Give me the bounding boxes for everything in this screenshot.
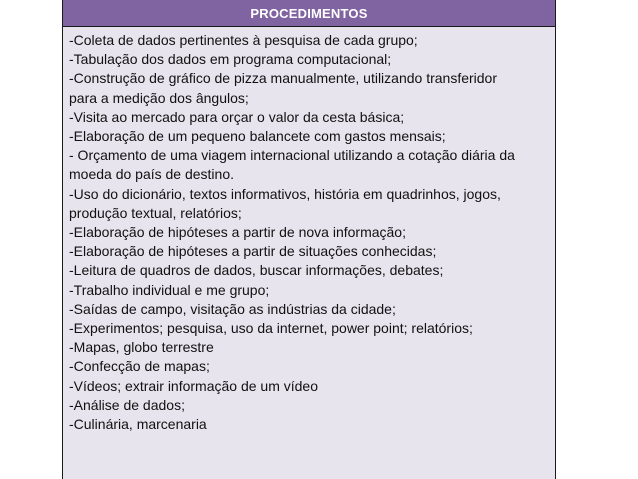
procedures-table	[62, 0, 556, 479]
text-line: para a medição dos ângulos;	[69, 89, 249, 106]
text-line: -Visita ao mercado para orçar o valor da cesta básica;	[69, 108, 405, 125]
text-line: -Vídeos; extrair informação de um vídeo	[69, 377, 319, 394]
text-line: produção textual, relatórios;	[69, 204, 242, 221]
text-line: -Elaboração de hipóteses a partir de situações conhecidas;	[69, 243, 437, 260]
text-line: -Coleta de dados pertinentes à pesquisa de cada grupo;	[69, 32, 418, 48]
text-line: -Culinária, marcenaria	[69, 416, 207, 433]
text-line: - Orçamento de uma viagem internacional utilizando a cotação diária da	[69, 147, 515, 164]
text-line: -Elaboração de um pequeno balancete com gastos mensais;	[69, 128, 446, 145]
table-body-cell	[63, 27, 555, 479]
text-line: -Mapas, globo terrestre	[69, 339, 214, 356]
text-line: -Leitura de quadros de dados, buscar informações, debates;	[69, 262, 444, 279]
text-line: -Trabalho individual e me grupo;	[69, 281, 270, 298]
text-line: -Análise de dados;	[69, 396, 185, 413]
table-header: PROCEDIMENTOS	[63, 0, 555, 27]
text-line: -Confecção de mapas;	[69, 358, 210, 375]
text-line: -Elaboração de hipóteses a partir de nova informação;	[69, 224, 406, 241]
text-line: moeda do país de destino.	[69, 166, 235, 183]
text-line: -Construção de gráfico de pizza manualmente, utilizando transferidor	[69, 70, 498, 87]
text-line: -Tabulação dos dados em programa computacional;	[69, 51, 392, 68]
text-line: -Uso do dicionário, textos informativos, história em quadrinhos, jogos,	[69, 185, 501, 202]
text-line: -Saídas de campo, visitação as indústrias da cidade;	[69, 300, 396, 317]
text-line: -Experimentos; pesquisa, uso da internet, power point; relatórios;	[69, 320, 473, 337]
